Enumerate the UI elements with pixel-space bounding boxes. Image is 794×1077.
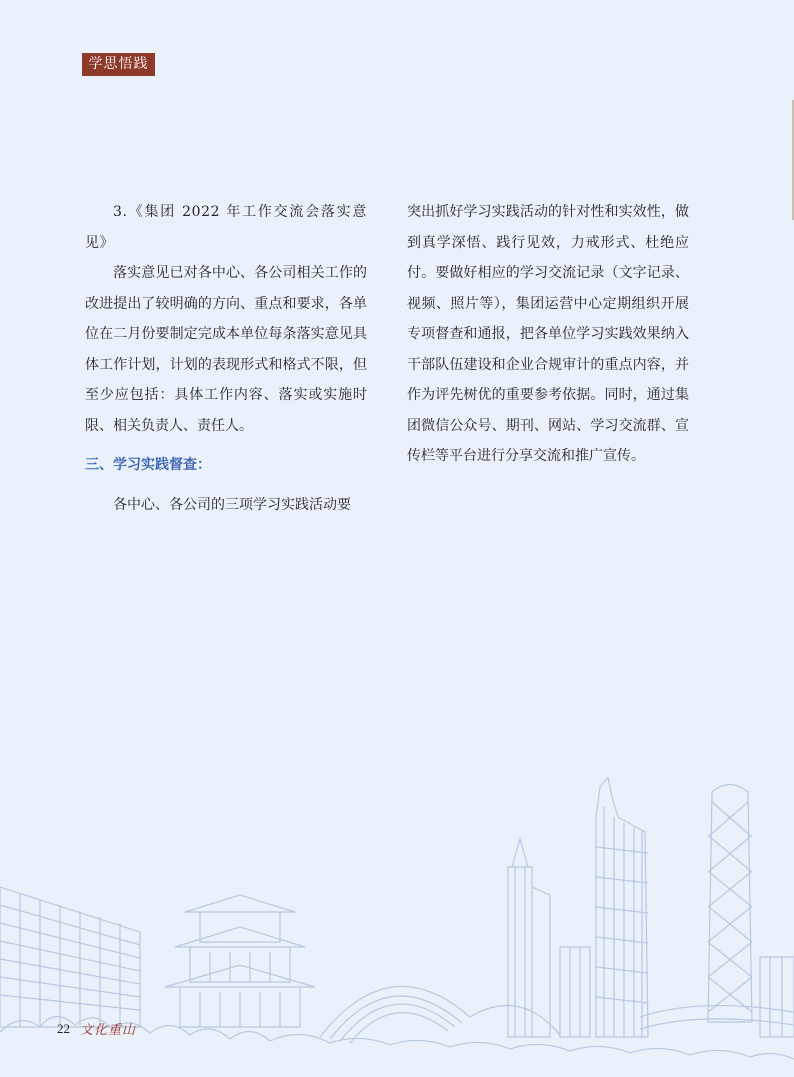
pagoda-building	[165, 895, 315, 1027]
brand-logo: 文化重山	[80, 1023, 137, 1038]
page-number: 22	[57, 1020, 70, 1036]
left-paragraph-2: 各中心、各公司的三项学习实践活动要	[113, 496, 351, 513]
right-column	[407, 197, 689, 472]
document-title: 3.《集团 2022 年工作交流会落实意见》	[85, 204, 367, 251]
lattice-tower	[708, 785, 752, 1023]
left-paragraph-1: 落实意见已对各中心、各公司相关工作的改进提出了较明确的方向、重点和要求，各单位在二月份要制定完成本单位每条落实意见具体工作计划，计划的表现形式和格式不限，但至少应包括：具体工作内容、落实或实施时限、相关负责人、责任人。	[85, 265, 367, 434]
section-heading: 三、学习实践督查：	[85, 457, 211, 473]
left-building	[0, 887, 140, 1027]
right-paragraph-1: 突出抓好学习实践活动的针对性和实效性，做到真学深悟、践行见效，力戒形式、杜绝应付。要做好相应的学习交流记录（文字记录、视频、照片等），集团运营中心定期组织开展专项督查和通报，把各单位学习实践效果纳入干部队伍建设和企业合规审计的重点内容，并作为评先树优的重要参考依据。同时，通过集团微信公众号、期刊、网站、学习交流群、宣传栏等平台进行分享交流和推广宣传。	[407, 204, 689, 464]
section-tag: 学思悟践	[82, 53, 155, 76]
left-column	[85, 197, 367, 520]
center-tower	[508, 839, 550, 1037]
stadium-building	[320, 986, 560, 1043]
twin-towers	[596, 777, 648, 1037]
page-footer	[57, 1019, 136, 1038]
